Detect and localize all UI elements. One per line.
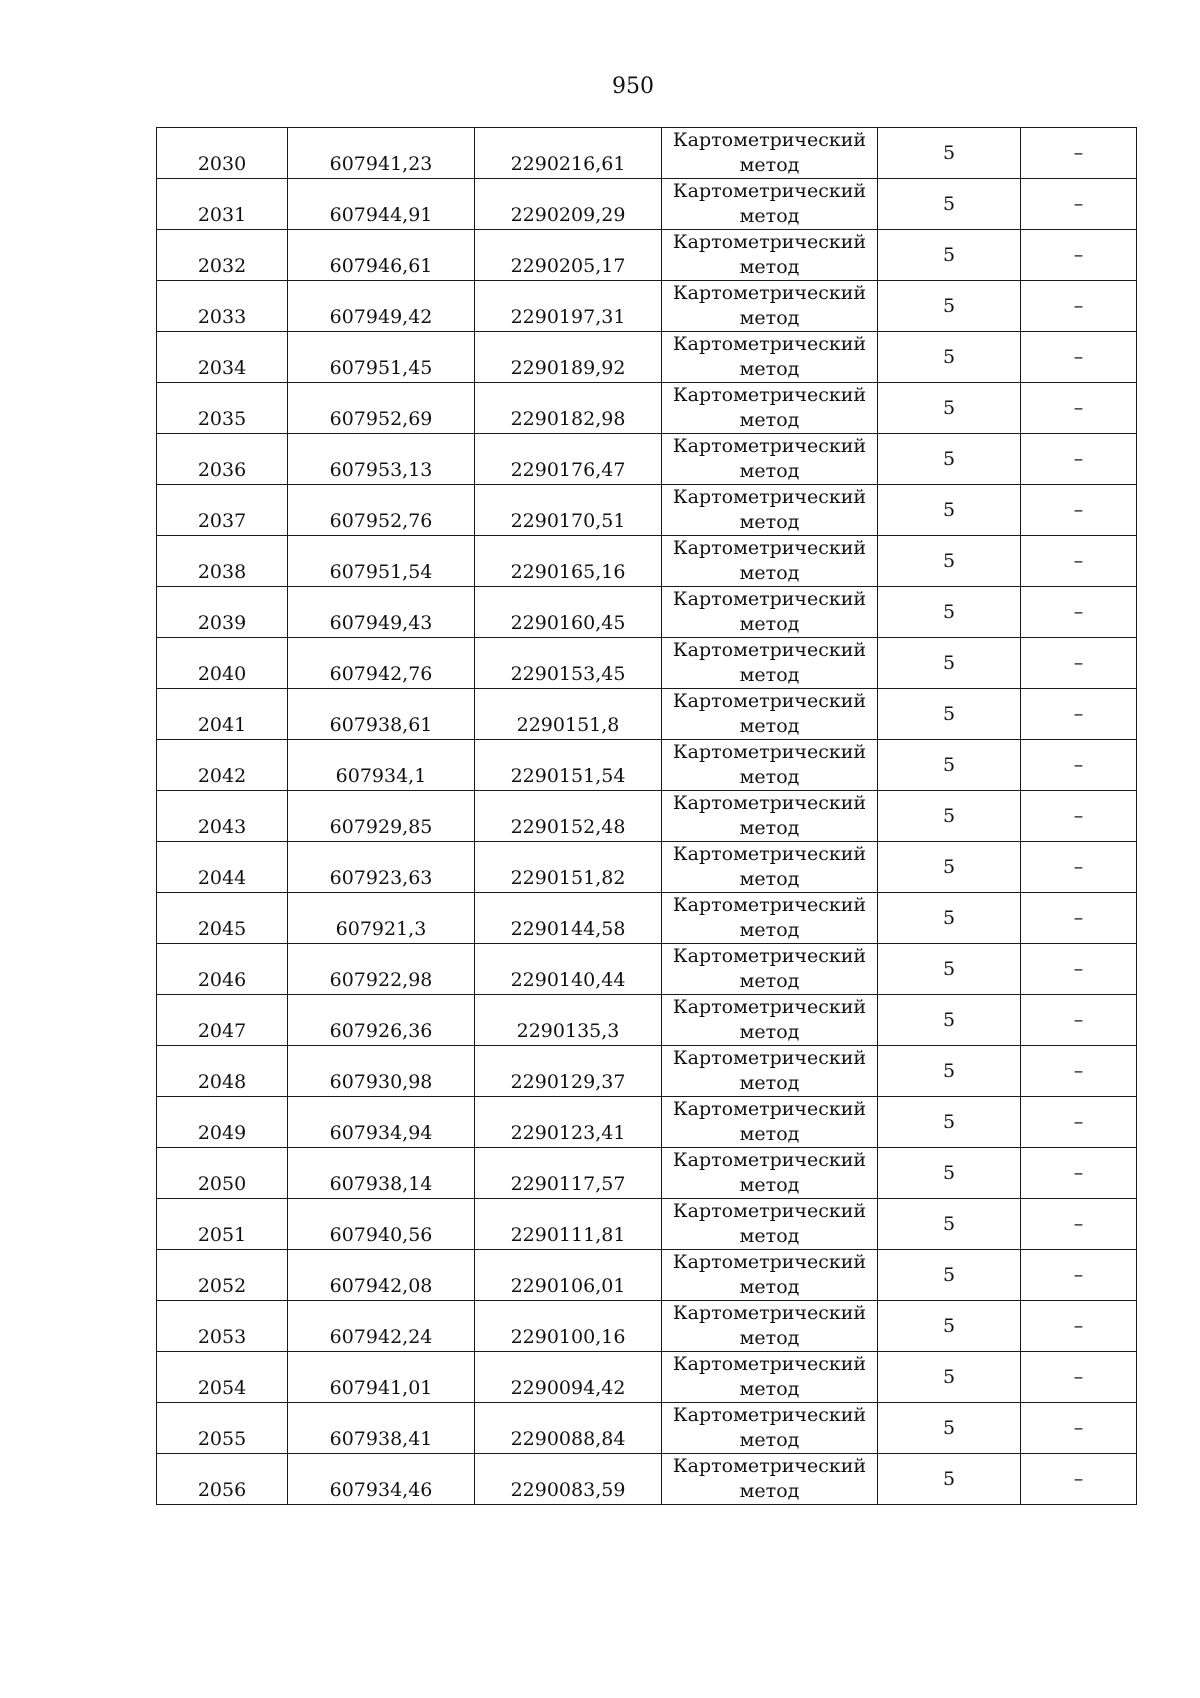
description-cell: – [1021,1454,1137,1505]
description-cell: – [1021,536,1137,587]
description-cell: – [1021,893,1137,944]
x-coordinate-cell: 607921,3 [288,893,475,944]
method-line-2: метод [739,613,800,635]
method-line-2: метод [739,307,800,329]
x-coordinate-cell: 607926,36 [288,995,475,1046]
method-line-2: метод [739,409,800,431]
point-number-cell: 2039 [157,587,288,638]
x-coordinate-cell: 607944,91 [288,179,475,230]
table-row [157,1352,1137,1403]
table-row [157,332,1137,383]
method-line-1: Картометрический [672,792,867,814]
method-line-2: метод [739,664,800,686]
x-coordinate-cell: 607941,23 [288,128,475,179]
table-row [157,1403,1137,1454]
point-number-cell: 2036 [157,434,288,485]
table-row [157,740,1137,791]
method-line-2: метод [739,256,800,278]
point-number-cell: 2038 [157,536,288,587]
accuracy-cell: 5 [878,842,1021,893]
table-row [157,230,1137,281]
method-line-1: Картометрический [672,333,867,355]
accuracy-cell: 5 [878,1403,1021,1454]
accuracy-cell: 5 [878,1148,1021,1199]
y-coordinate-cell: 2290106,01 [475,1250,662,1301]
y-coordinate-cell: 2290209,29 [475,179,662,230]
method-line-2: метод [739,1021,800,1043]
x-coordinate-cell: 607940,56 [288,1199,475,1250]
method-cell [662,1046,878,1097]
point-number-cell: 2037 [157,485,288,536]
description-cell: – [1021,383,1137,434]
method-cell [662,638,878,689]
x-coordinate-cell: 607934,94 [288,1097,475,1148]
table-row [157,893,1137,944]
y-coordinate-cell: 2290160,45 [475,587,662,638]
y-coordinate-cell: 2290144,58 [475,893,662,944]
accuracy-cell: 5 [878,485,1021,536]
description-cell: – [1021,1046,1137,1097]
x-coordinate-cell: 607949,43 [288,587,475,638]
table-row [157,1301,1137,1352]
y-coordinate-cell: 2290083,59 [475,1454,662,1505]
method-line-1: Картометрический [672,1302,867,1324]
accuracy-cell: 5 [878,587,1021,638]
method-line-1: Картометрический [672,639,867,661]
method-line-2: метод [739,358,800,380]
point-number-cell: 2034 [157,332,288,383]
accuracy-cell: 5 [878,1046,1021,1097]
method-line-2: метод [739,868,800,890]
table-row [157,1199,1137,1250]
method-cell [662,332,878,383]
point-number-cell: 2046 [157,944,288,995]
x-coordinate-cell: 607953,13 [288,434,475,485]
method-cell [662,536,878,587]
table-row [157,587,1137,638]
accuracy-cell: 5 [878,944,1021,995]
point-number-cell: 2050 [157,1148,288,1199]
y-coordinate-cell: 2290088,84 [475,1403,662,1454]
point-number-cell: 2033 [157,281,288,332]
method-cell [662,1301,878,1352]
accuracy-cell: 5 [878,1301,1021,1352]
description-cell: – [1021,128,1137,179]
y-coordinate-cell: 2290170,51 [475,485,662,536]
point-number-cell: 2052 [157,1250,288,1301]
coordinates-table [156,127,1137,1505]
y-coordinate-cell: 2290100,16 [475,1301,662,1352]
description-cell: – [1021,842,1137,893]
description-cell: – [1021,1097,1137,1148]
table-row [157,281,1137,332]
table-row [157,536,1137,587]
accuracy-cell: 5 [878,689,1021,740]
x-coordinate-cell: 607929,85 [288,791,475,842]
method-cell [662,1454,878,1505]
x-coordinate-cell: 607952,69 [288,383,475,434]
x-coordinate-cell: 607923,63 [288,842,475,893]
page-number: 950 [612,74,654,99]
method-line-1: Картометрический [672,384,867,406]
method-line-2: метод [739,1429,800,1451]
y-coordinate-cell: 2290189,92 [475,332,662,383]
method-line-1: Картометрический [672,741,867,763]
method-cell [662,587,878,638]
point-number-cell: 2041 [157,689,288,740]
y-coordinate-cell: 2290153,45 [475,638,662,689]
accuracy-cell: 5 [878,638,1021,689]
method-line-1: Картометрический [672,1404,867,1426]
point-number-cell: 2042 [157,740,288,791]
description-cell: – [1021,587,1137,638]
x-coordinate-cell: 607951,54 [288,536,475,587]
point-number-cell: 2047 [157,995,288,1046]
description-cell: – [1021,434,1137,485]
method-line-1: Картометрический [672,1047,867,1069]
table-row [157,1097,1137,1148]
description-cell: – [1021,944,1137,995]
table-row [157,1250,1137,1301]
method-line-2: метод [739,562,800,584]
description-cell: – [1021,230,1137,281]
description-cell: – [1021,332,1137,383]
table-row [157,179,1137,230]
method-line-1: Картометрический [672,945,867,967]
y-coordinate-cell: 2290182,98 [475,383,662,434]
method-line-1: Картометрический [672,486,867,508]
point-number-cell: 2044 [157,842,288,893]
description-cell: – [1021,1403,1137,1454]
table-row [157,689,1137,740]
x-coordinate-cell: 607951,45 [288,332,475,383]
description-cell: – [1021,638,1137,689]
accuracy-cell: 5 [878,230,1021,281]
point-number-cell: 2031 [157,179,288,230]
point-number-cell: 2030 [157,128,288,179]
table-row [157,128,1137,179]
method-cell [662,1250,878,1301]
table-row [157,1454,1137,1505]
table-row [157,434,1137,485]
x-coordinate-cell: 607934,46 [288,1454,475,1505]
method-cell [662,230,878,281]
accuracy-cell: 5 [878,179,1021,230]
method-line-1: Картометрический [672,282,867,304]
method-line-2: метод [739,817,800,839]
method-cell [662,1148,878,1199]
y-coordinate-cell: 2290135,3 [475,995,662,1046]
x-coordinate-cell: 607949,42 [288,281,475,332]
method-line-1: Картометрический [672,588,867,610]
method-line-2: метод [739,205,800,227]
method-line-2: метод [739,1123,800,1145]
method-line-2: метод [739,715,800,737]
method-cell [662,485,878,536]
y-coordinate-cell: 2290216,61 [475,128,662,179]
description-cell: – [1021,1148,1137,1199]
description-cell: – [1021,1352,1137,1403]
x-coordinate-cell: 607922,98 [288,944,475,995]
accuracy-cell: 5 [878,332,1021,383]
accuracy-cell: 5 [878,383,1021,434]
method-line-1: Картометрический [672,1455,867,1477]
table-row [157,944,1137,995]
x-coordinate-cell: 607934,1 [288,740,475,791]
method-cell [662,1199,878,1250]
table-row [157,995,1137,1046]
description-cell: – [1021,995,1137,1046]
y-coordinate-cell: 2290123,41 [475,1097,662,1148]
description-cell: – [1021,179,1137,230]
accuracy-cell: 5 [878,893,1021,944]
table-row [157,1148,1137,1199]
y-coordinate-cell: 2290165,16 [475,536,662,587]
y-coordinate-cell: 2290111,81 [475,1199,662,1250]
method-line-2: метод [739,1378,800,1400]
method-line-1: Картометрический [672,537,867,559]
point-number-cell: 2048 [157,1046,288,1097]
method-line-2: метод [739,1327,800,1349]
method-line-2: метод [739,154,800,176]
x-coordinate-cell: 607930,98 [288,1046,475,1097]
method-line-2: метод [739,1480,800,1502]
method-line-2: метод [739,1072,800,1094]
method-cell [662,1403,878,1454]
method-cell [662,995,878,1046]
method-line-1: Картометрический [672,894,867,916]
method-line-2: метод [739,919,800,941]
coordinates-table-body [157,128,1137,1505]
description-cell: – [1021,791,1137,842]
method-cell [662,383,878,434]
method-cell [662,791,878,842]
method-cell [662,179,878,230]
method-line-1: Картометрический [672,843,867,865]
description-cell: – [1021,689,1137,740]
method-cell [662,1097,878,1148]
method-line-1: Картометрический [672,1098,867,1120]
method-cell [662,434,878,485]
accuracy-cell: 5 [878,1250,1021,1301]
accuracy-cell: 5 [878,1454,1021,1505]
method-cell [662,740,878,791]
method-line-1: Картометрический [672,1200,867,1222]
y-coordinate-cell: 2290205,17 [475,230,662,281]
x-coordinate-cell: 607938,41 [288,1403,475,1454]
y-coordinate-cell: 2290152,48 [475,791,662,842]
accuracy-cell: 5 [878,128,1021,179]
point-number-cell: 2051 [157,1199,288,1250]
description-cell: – [1021,740,1137,791]
table-row [157,791,1137,842]
x-coordinate-cell: 607941,01 [288,1352,475,1403]
y-coordinate-cell: 2290151,54 [475,740,662,791]
y-coordinate-cell: 2290140,44 [475,944,662,995]
table-row [157,638,1137,689]
method-line-1: Картометрический [672,1251,867,1273]
method-line-2: метод [739,1174,800,1196]
point-number-cell: 2040 [157,638,288,689]
y-coordinate-cell: 2290151,82 [475,842,662,893]
method-line-2: метод [739,1225,800,1247]
x-coordinate-cell: 607942,24 [288,1301,475,1352]
accuracy-cell: 5 [878,1097,1021,1148]
table-row [157,383,1137,434]
method-line-1: Картометрический [672,690,867,712]
method-cell [662,893,878,944]
method-line-1: Картометрический [672,180,867,202]
point-number-cell: 2035 [157,383,288,434]
method-line-1: Картометрический [672,129,867,151]
accuracy-cell: 5 [878,740,1021,791]
y-coordinate-cell: 2290151,8 [475,689,662,740]
table-row [157,485,1137,536]
point-number-cell: 2055 [157,1403,288,1454]
y-coordinate-cell: 2290176,47 [475,434,662,485]
accuracy-cell: 5 [878,791,1021,842]
point-number-cell: 2054 [157,1352,288,1403]
method-line-2: метод [739,970,800,992]
table-row [157,1046,1137,1097]
point-number-cell: 2032 [157,230,288,281]
accuracy-cell: 5 [878,1352,1021,1403]
method-cell [662,842,878,893]
x-coordinate-cell: 607946,61 [288,230,475,281]
table-row [157,842,1137,893]
y-coordinate-cell: 2290117,57 [475,1148,662,1199]
description-cell: – [1021,1250,1137,1301]
accuracy-cell: 5 [878,434,1021,485]
y-coordinate-cell: 2290197,31 [475,281,662,332]
y-coordinate-cell: 2290129,37 [475,1046,662,1097]
description-cell: – [1021,1199,1137,1250]
accuracy-cell: 5 [878,995,1021,1046]
method-cell [662,128,878,179]
method-cell [662,689,878,740]
method-line-2: метод [739,460,800,482]
accuracy-cell: 5 [878,281,1021,332]
method-line-2: метод [739,766,800,788]
point-number-cell: 2045 [157,893,288,944]
method-line-1: Картометрический [672,231,867,253]
method-cell [662,1352,878,1403]
x-coordinate-cell: 607952,76 [288,485,475,536]
point-number-cell: 2053 [157,1301,288,1352]
y-coordinate-cell: 2290094,42 [475,1352,662,1403]
x-coordinate-cell: 607938,14 [288,1148,475,1199]
point-number-cell: 2043 [157,791,288,842]
method-line-2: метод [739,511,800,533]
method-line-2: метод [739,1276,800,1298]
accuracy-cell: 5 [878,1199,1021,1250]
point-number-cell: 2049 [157,1097,288,1148]
method-line-1: Картометрический [672,1149,867,1171]
method-line-1: Картометрический [672,1353,867,1375]
description-cell: – [1021,1301,1137,1352]
method-line-1: Картометрический [672,435,867,457]
x-coordinate-cell: 607942,08 [288,1250,475,1301]
method-line-1: Картометрический [672,996,867,1018]
method-cell [662,281,878,332]
description-cell: – [1021,485,1137,536]
x-coordinate-cell: 607938,61 [288,689,475,740]
point-number-cell: 2056 [157,1454,288,1505]
x-coordinate-cell: 607942,76 [288,638,475,689]
accuracy-cell: 5 [878,536,1021,587]
method-cell [662,944,878,995]
description-cell: – [1021,281,1137,332]
